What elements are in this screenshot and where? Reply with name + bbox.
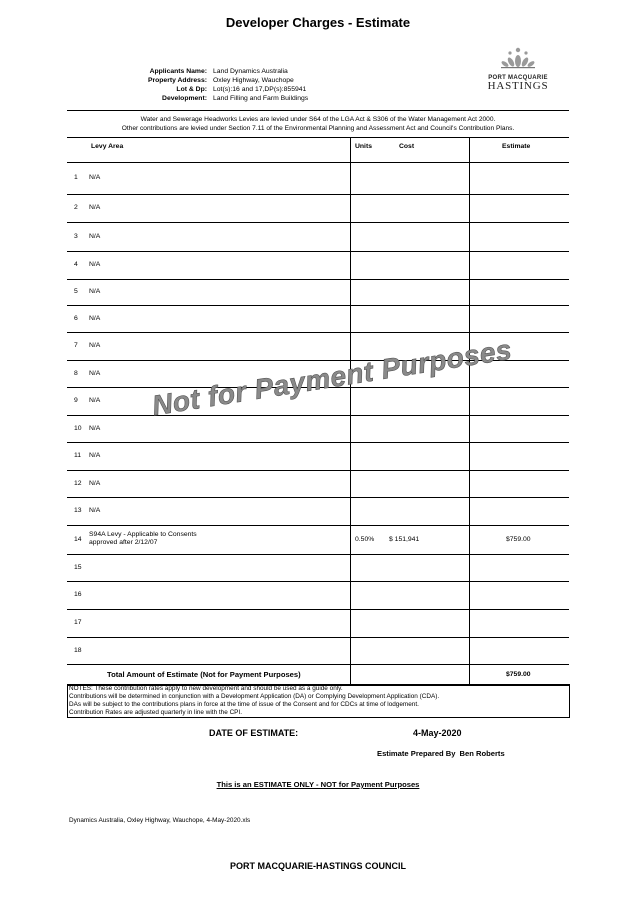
row-divider-line bbox=[67, 637, 569, 638]
row-divider-line bbox=[67, 194, 569, 195]
header-units: Units bbox=[355, 143, 372, 150]
total-value: $759.00 bbox=[506, 670, 531, 678]
levy-area-name: N/A bbox=[89, 479, 101, 487]
header-estimate: Estimate bbox=[502, 143, 531, 150]
estimate-value: $759.00 bbox=[506, 535, 531, 543]
row-number: 9 bbox=[74, 397, 78, 404]
row-divider-line bbox=[67, 470, 569, 471]
column-divider-estimate bbox=[469, 137, 470, 685]
document-title: Developer Charges - Estimate bbox=[225, 15, 411, 30]
table-border-top bbox=[67, 137, 569, 138]
file-name: Dynamics Australia, Oxley Highway, Wauchope, 4-May-2020.xls bbox=[69, 817, 251, 824]
row-number: 18 bbox=[74, 646, 82, 654]
row-divider-line bbox=[67, 554, 569, 555]
applicant-details bbox=[100, 67, 308, 103]
row-number: 2 bbox=[74, 204, 78, 211]
applicant-row bbox=[100, 94, 308, 103]
row-number: 8 bbox=[74, 369, 78, 377]
row-number: 16 bbox=[74, 591, 82, 598]
row-divider-line bbox=[67, 415, 569, 416]
notes-box bbox=[67, 684, 570, 718]
applicant-label: Development: bbox=[162, 95, 207, 102]
row-number: 10 bbox=[74, 424, 82, 432]
note-line: DAs will be subject to the contributions plans in force at the time of issue of the Consent and for CDCs at time of lodgement. bbox=[69, 701, 419, 708]
levy-area-name: N/A bbox=[89, 232, 101, 240]
row-divider-line bbox=[67, 581, 569, 582]
levies-statement bbox=[67, 115, 569, 133]
levy-area-name: N/A bbox=[89, 452, 101, 459]
row-divider-line bbox=[67, 222, 569, 223]
units-value: 0.50% bbox=[355, 535, 375, 543]
row-number: 3 bbox=[74, 232, 78, 240]
header-divider bbox=[67, 110, 569, 111]
note-line: Contribution Rates are adjusted quarterly in line with the CPI. bbox=[69, 709, 242, 716]
row-number: 12 bbox=[74, 479, 82, 487]
applicant-row bbox=[100, 76, 308, 85]
row-number: 11 bbox=[74, 452, 82, 459]
applicant-label: Property Address: bbox=[147, 77, 207, 84]
levy-area-name: N/A bbox=[89, 174, 101, 181]
levy-area-name: N/A bbox=[89, 424, 101, 432]
date-value: 4-May-2020 bbox=[413, 728, 462, 738]
row-divider-line bbox=[67, 251, 569, 252]
prepared-by bbox=[377, 749, 505, 758]
levies-line-1: Water and Sewerage Headworks Levies are levied under S64 of the LGA Act & S306 of the Water Management Act 2000. bbox=[140, 116, 496, 123]
row-divider-line bbox=[67, 279, 569, 280]
levy-table bbox=[67, 137, 569, 686]
header-levy-area: Levy Area bbox=[91, 143, 124, 150]
applicant-value: Land Filling and Farm Buildings bbox=[213, 95, 309, 102]
cost-value: $ 151,941 bbox=[389, 535, 420, 543]
levy-area-name-line-2: approved after 2/12/07 bbox=[89, 538, 158, 546]
levy-area-name: N/A bbox=[89, 288, 101, 295]
logo-line-1: PORT MACQUARIE bbox=[488, 75, 548, 81]
date-label: DATE OF ESTIMATE: bbox=[209, 728, 299, 738]
row-divider-line bbox=[67, 609, 569, 610]
watermark-text: Not for Payment Purposes bbox=[149, 333, 514, 422]
row-number: 14 bbox=[74, 535, 82, 543]
council-logo-icon bbox=[498, 45, 538, 69]
levy-area-name: N/A bbox=[89, 397, 101, 404]
row-number: 1 bbox=[74, 174, 78, 181]
header-cost: Cost bbox=[399, 143, 415, 150]
row-divider-line bbox=[67, 305, 569, 306]
applicant-label: Lot & Dp: bbox=[176, 86, 207, 93]
row-number: 7 bbox=[74, 342, 78, 349]
note-line: NOTES: These contribution rates apply to new development and should be used as a guide only. bbox=[69, 685, 343, 692]
prepared-name: Ben Roberts bbox=[459, 749, 505, 758]
applicant-row bbox=[100, 85, 308, 94]
row-divider-line bbox=[67, 664, 569, 665]
row-divider-line bbox=[67, 442, 569, 443]
prepared-label: Estimate Prepared By bbox=[377, 749, 456, 758]
applicant-row bbox=[100, 67, 308, 76]
levy-area-name: N/A bbox=[89, 507, 101, 514]
applicant-label: Applicants Name: bbox=[149, 68, 207, 75]
column-divider-units bbox=[350, 137, 351, 685]
applicant-value: Oxley Highway, Wauchope bbox=[213, 77, 294, 84]
header-divider-line bbox=[67, 162, 569, 163]
logo-line-2: HASTINGS bbox=[487, 80, 549, 92]
row-divider-line bbox=[67, 332, 569, 333]
total-label: Total Amount of Estimate (Not for Payment Purposes) bbox=[107, 669, 301, 679]
levy-area-name: N/A bbox=[89, 342, 101, 349]
row-number: 15 bbox=[74, 563, 82, 571]
levy-area-name: N/A bbox=[89, 369, 101, 377]
levy-area-name: N/A bbox=[89, 204, 101, 211]
row-number: 5 bbox=[74, 288, 78, 295]
row-divider-line bbox=[67, 525, 569, 526]
row-divider-line bbox=[67, 497, 569, 498]
row-number: 17 bbox=[74, 619, 82, 626]
applicant-value: Lot(s):16 and 17,DP(s):855941 bbox=[213, 86, 307, 93]
applicant-value: Land Dynamics Australia bbox=[213, 68, 288, 75]
row-number: 4 bbox=[74, 261, 78, 268]
levies-line-2: Other contributions are levied under Section 7.11 of the Environmental Planning and Assessment Act and Council's Contribution Plans. bbox=[121, 125, 515, 132]
estimate-only-notice: This is an ESTIMATE ONLY - NOT for Payment Purposes bbox=[216, 780, 420, 789]
note-line: Contributions will be determined in conjunction with a Development Application (DA) or Complying Development Application (CDA). bbox=[69, 693, 440, 700]
levy-area-name: N/A bbox=[89, 261, 101, 268]
levy-area-name: N/A bbox=[89, 314, 101, 322]
levy-area-name: S94A Levy - Applicable to Consents bbox=[89, 530, 197, 538]
council-name: PORT MACQUARIE-HASTINGS COUNCIL bbox=[230, 861, 406, 871]
row-number: 6 bbox=[74, 314, 78, 322]
row-number: 13 bbox=[74, 507, 82, 514]
council-logo bbox=[478, 45, 558, 91]
